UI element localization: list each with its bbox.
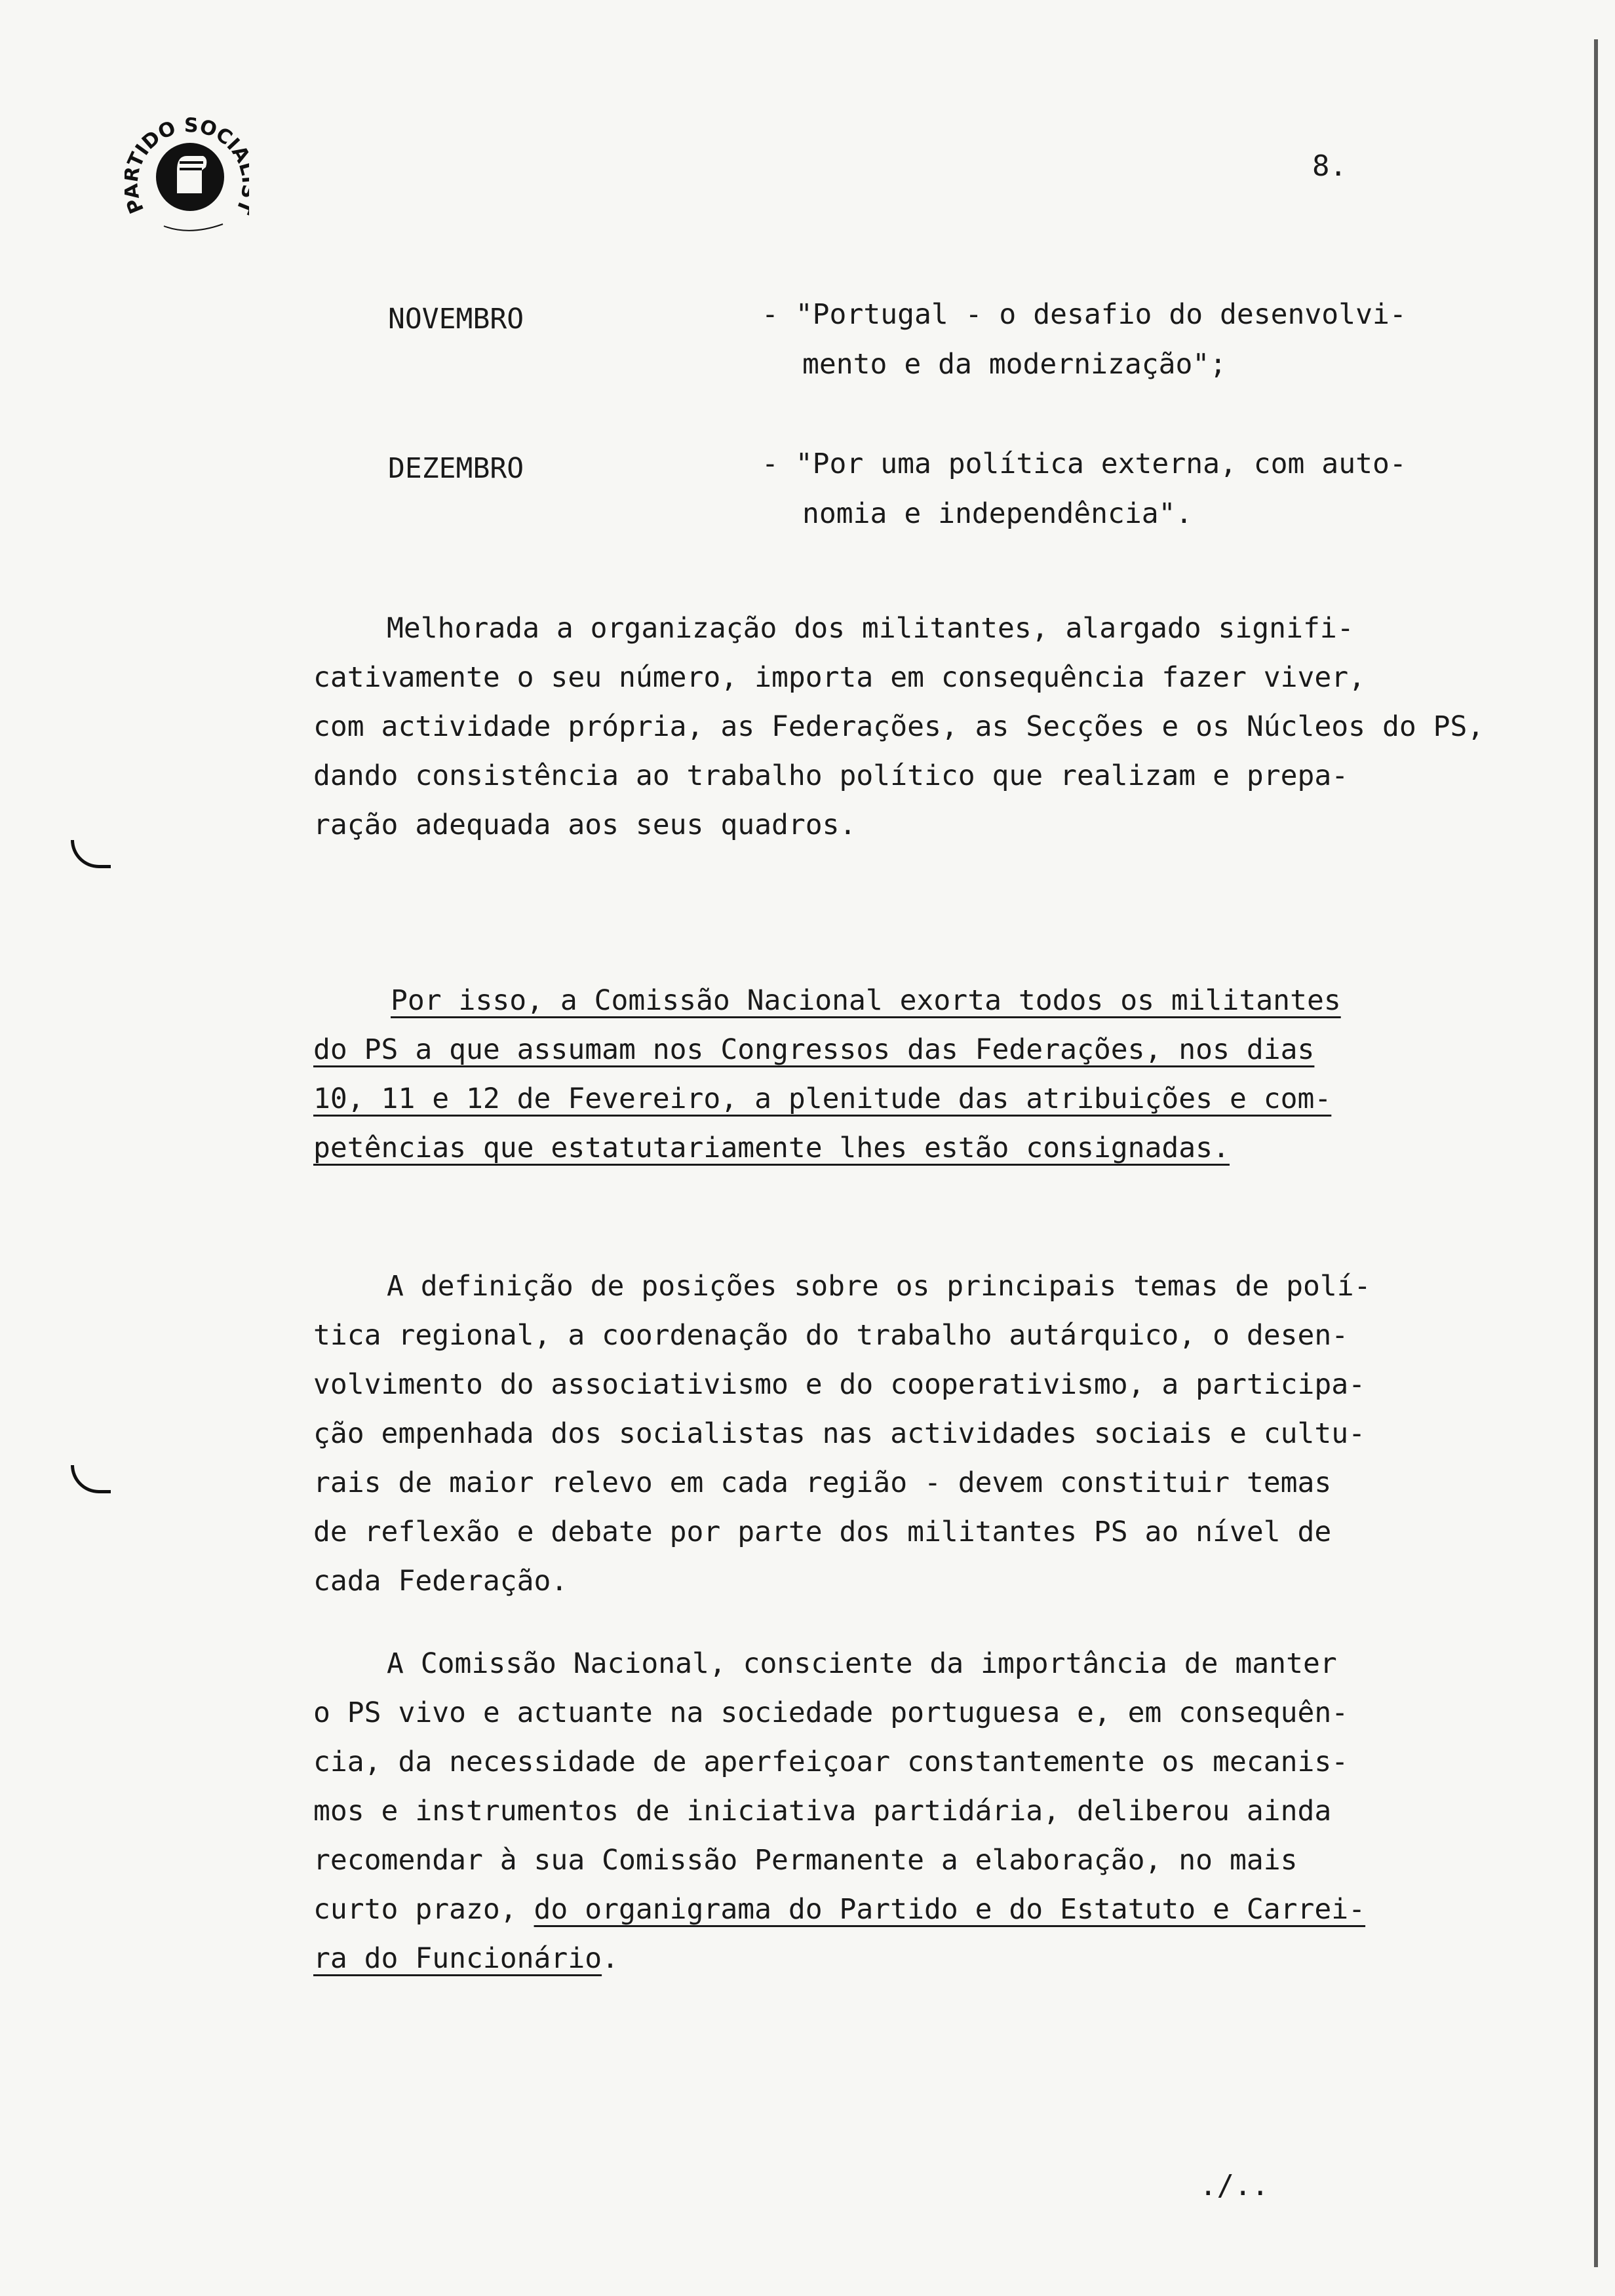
text-plain: . bbox=[602, 1942, 619, 1975]
text-line: A Comissão Nacional, consciente da importância de manter bbox=[387, 1647, 1337, 1680]
text-line: ção empenhada dos socialistas nas actividades sociais e cultu- bbox=[313, 1417, 1366, 1450]
paragraph-national-commission bbox=[313, 1639, 1572, 1983]
text-line bbox=[313, 1934, 1572, 1983]
schedule-month: DEZEMBRO bbox=[388, 452, 524, 485]
continuation-mark: ./.. bbox=[1199, 2169, 1269, 2202]
text-line: com actividade própria, as Federações, as Secções e os Núcleos do PS, bbox=[313, 710, 1485, 743]
text-line: recomendar à sua Comissão Permanente a elaboração, no mais bbox=[313, 1844, 1298, 1877]
text-line: do PS a que assumam nos Congressos das Federações, nos dias bbox=[313, 1033, 1315, 1066]
text-line: Melhorada a organização dos militantes, alargado signifi- bbox=[387, 612, 1354, 645]
text-line bbox=[313, 1885, 1572, 1934]
text-line: volvimento do associativismo e do cooperativismo, a participa- bbox=[313, 1368, 1366, 1401]
text-line: ração adequada aos seus quadros. bbox=[313, 809, 857, 841]
text-line: petências que estatutariamente lhes estão consignadas. bbox=[313, 1132, 1230, 1164]
text-line: A definição de posições sobre os principais temas de polí- bbox=[387, 1270, 1371, 1303]
paragraph-regional-policy bbox=[313, 1262, 1572, 1606]
text-line: dando consistência ao trabalho político que realizam e prepa- bbox=[313, 759, 1349, 792]
text-underlined: ra do Funcionário bbox=[313, 1942, 602, 1975]
schedule-theme bbox=[762, 439, 1515, 539]
schedule-theme bbox=[762, 290, 1515, 389]
page-edge bbox=[1594, 39, 1598, 2267]
text-underlined: do organigrama do Partido e do Estatuto e Carrei- bbox=[534, 1893, 1366, 1926]
theme-line: - "Por uma política externa, com auto- bbox=[762, 448, 1407, 480]
theme-line: mento e da modernização"; bbox=[802, 348, 1227, 381]
text-line: cativamente o seu número, importa em consequência fazer viver, bbox=[313, 661, 1366, 694]
text-line: de reflexão e debate por parte dos militantes PS ao nível de bbox=[313, 1516, 1332, 1548]
theme-line: - "Portugal - o desafio do desenvolvi- bbox=[762, 298, 1407, 331]
text-plain: curto prazo, bbox=[313, 1893, 534, 1926]
text-line: tica regional, a coordenação do trabalho autárquico, o desen- bbox=[313, 1319, 1349, 1352]
page-number: 8. bbox=[1312, 149, 1347, 183]
paragraph-exhortation bbox=[313, 976, 1572, 1173]
text-line: rais de maior relevo em cada região - devem constituir temas bbox=[313, 1466, 1332, 1499]
text-line: 10, 11 e 12 de Fevereiro, a plenitude das atribuições e com- bbox=[313, 1082, 1332, 1115]
text-line: cada Federação. bbox=[313, 1565, 568, 1598]
logo-text: P TIDO SOCI bbox=[125, 114, 244, 217]
text-line: o PS vivo e actuante na sociedade portuguesa e, em consequên- bbox=[313, 1696, 1349, 1729]
margin-mark bbox=[71, 1465, 111, 1493]
text-line: cia, da necessidade de aperfeiçoar constantemente os mecanis- bbox=[313, 1746, 1349, 1778]
text-line: mos e instrumentos de iniciativa partidária, deliberou ainda bbox=[313, 1795, 1332, 1827]
theme-line: nomia e independência". bbox=[802, 497, 1193, 530]
text-line: Por isso, a Comissão Nacional exorta todos os militantes bbox=[391, 984, 1341, 1017]
margin-mark bbox=[71, 840, 111, 868]
paragraph-organization bbox=[313, 604, 1572, 850]
schedule-month: NOVEMBRO bbox=[388, 303, 524, 335]
partido-socialista-logo bbox=[125, 79, 249, 236]
